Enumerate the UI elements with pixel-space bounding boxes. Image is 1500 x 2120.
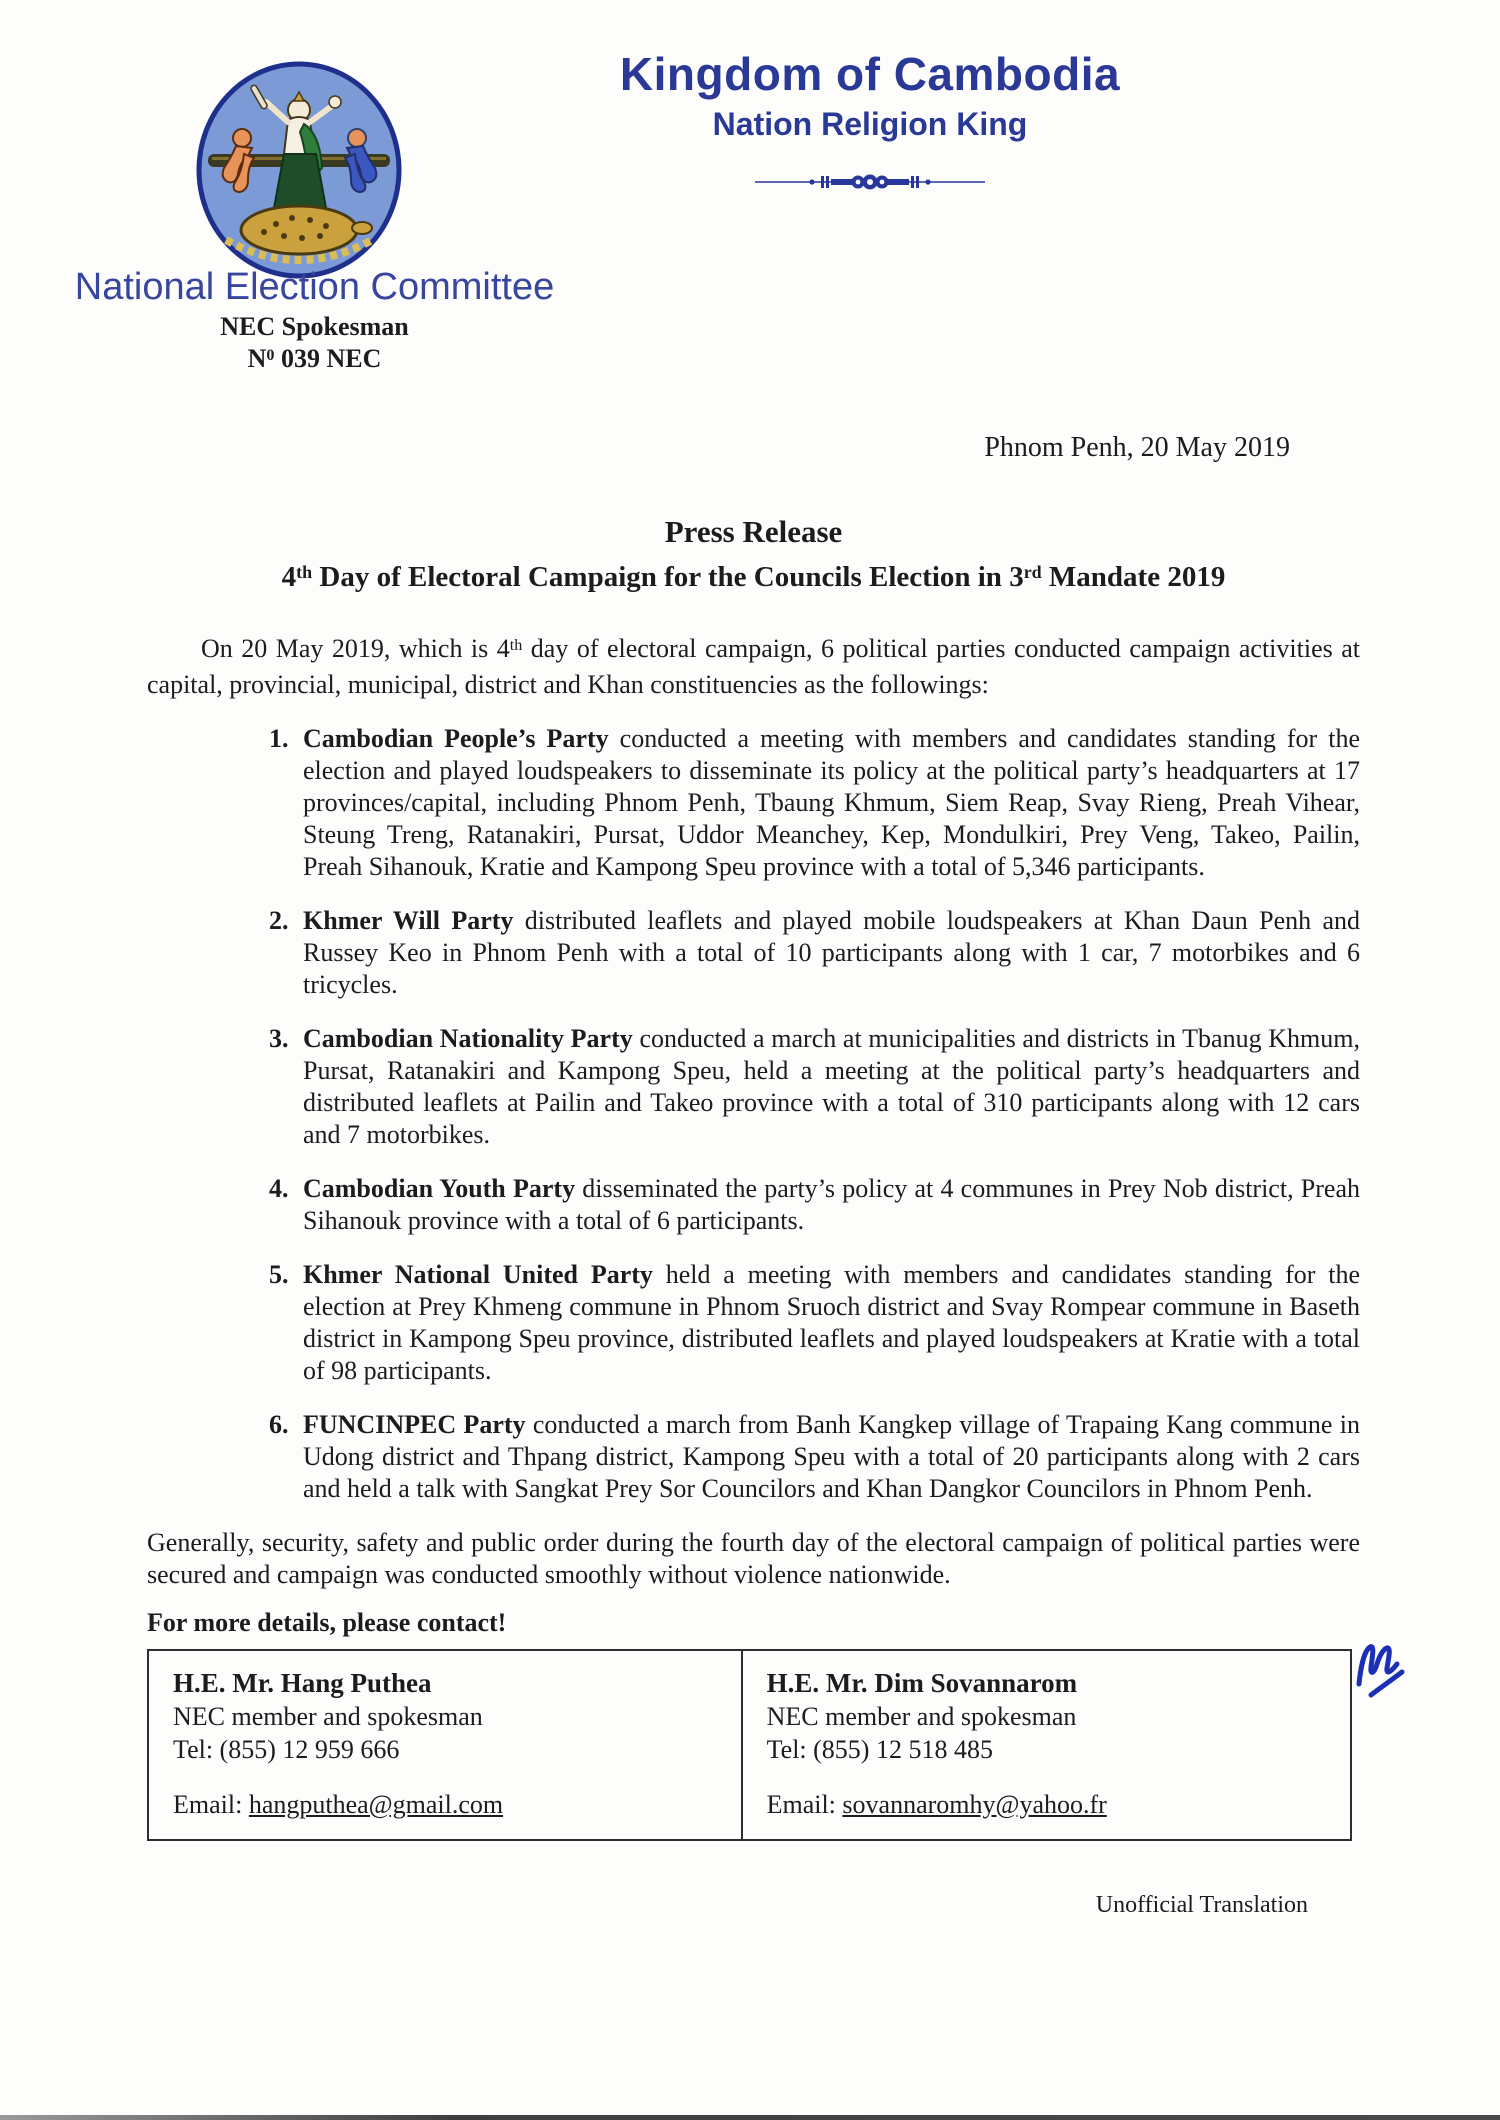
subtitle-part: Day of Electoral Campaign for the Councils Election in 3 <box>312 561 1024 593</box>
email-label: Email: <box>766 1790 843 1819</box>
contact-cell <box>742 1650 1351 1840</box>
motto-title: Nation Religion King <box>712 106 1028 142</box>
divider-ornament <box>560 170 1180 199</box>
list-item <box>147 723 1360 883</box>
contact-heading: For more details, please contact! <box>147 1608 507 1637</box>
contact-role: NEC member and spokesman <box>766 1702 1077 1731</box>
divider-ornament-icon <box>755 170 985 194</box>
scan-edge-artifact <box>0 2115 1500 2120</box>
contact-name: H.E. Mr. Hang Puthea <box>173 1668 432 1698</box>
subtitle-sup: th <box>296 561 313 582</box>
contact-role: NEC member and spokesman <box>173 1702 483 1731</box>
contact-email-row <box>173 1788 717 1821</box>
item-body: conducted a march at municipalities and districts in Tbanug Khmum, Pursat, Ratanakiri and Kampong Speu, held a meeting at the political party’s headquarters and distributed leaflets at Pailin and Takeo province with a total of 310 participants along with 12 cars and 7 motorbikes. <box>303 1024 1361 1149</box>
party-name: Cambodian Youth Party <box>303 1174 576 1203</box>
committee-title: National Election Committee <box>74 266 555 308</box>
item-body: held a meeting with members and candidates standing for the election at Prey Khmeng commune in Phnom Sruoch district and Svay Rompear commune in Baseth district in Kampong Speu province, distributed leaflets and played loudspeakers at Kratie with a total of 98 participants. <box>303 1260 1360 1385</box>
email-link[interactable]: hangputhea@gmail.com <box>248 1790 504 1819</box>
subtitle-part: 4 <box>281 561 297 593</box>
press-release-title: Press Release <box>664 514 843 549</box>
party-name: Cambodian People’s Party <box>303 724 609 753</box>
list-item <box>147 1023 1360 1151</box>
nec-emblem-icon <box>192 58 407 283</box>
list-item <box>147 905 1360 1001</box>
item-number: 5. <box>269 1260 289 1289</box>
email-link[interactable]: sovannaromhy@yahoo.fr <box>842 1790 1107 1819</box>
item-body: conducted a march from Banh Kangkep village of Trapaing Kang commune in Udong district and Thpang district, Kampong Speu with a total of 20 participants along with 2 cars and held a talk with Sangkat Prey Sor Councilors and Khan Dangkor Councilors in Phnom Penh. <box>303 1410 1360 1503</box>
item-body: conducted a meeting with members and candidates standing for the election and played loudspeakers to disseminate its policy at the political party’s headquarters at 17 provinces/capital, including Phnom Penh, Tbaung Khmum, Siem Reap, Svay Rieng, Preah Vihear, Steung Treng, Ratanakiri, Pursat, Uddor Meanchey, Kep, Mondulkiri, Prey Veng, Takeo, Pailin, Preah Sihanouk, Kratie and Kampong Speu province with a total of 5,346 participants. <box>303 724 1360 881</box>
spokesman-line: NEC Spokesman <box>220 312 409 341</box>
item-text <box>303 1259 1360 1387</box>
item-text <box>303 905 1360 1001</box>
item-text <box>303 1023 1360 1151</box>
list-item <box>147 1259 1360 1387</box>
item-number: 2. <box>269 906 289 935</box>
refno-sup: 0 <box>266 346 275 364</box>
intro-part: On 20 May 2019, which is 4 <box>201 634 510 663</box>
contact-cell <box>148 1650 742 1840</box>
list-item <box>147 1409 1360 1505</box>
item-number: 3. <box>269 1024 289 1053</box>
party-name: Khmer Will Party <box>303 906 514 935</box>
contact-name: H.E. Mr. Dim Sovannarom <box>766 1668 1078 1698</box>
closing-paragraph: Generally, security, safety and public order during the fourth day of the electoral campaign of political parties were secured and campaign was conducted smoothly without violence nationwide. <box>147 1528 1360 1589</box>
handwritten-initial-icon <box>1350 1632 1412 1704</box>
kingdom-title: Kingdom of Cambodia <box>619 48 1121 100</box>
subtitle-sup: rd <box>1023 561 1042 582</box>
item-text <box>303 1173 1360 1237</box>
subtitle-part: Mandate 2019 <box>1041 561 1226 593</box>
intro-paragraph <box>147 633 1360 701</box>
reference-number <box>52 343 577 379</box>
document-body <box>147 633 1360 1841</box>
contact-tel: Tel: (855) 12 959 666 <box>173 1735 400 1764</box>
party-name: Khmer National United Party <box>303 1260 653 1289</box>
item-body: distributed leaflets and played mobile loudspeakers at Khan Daun Penh and Russey Keo in Phnom Penh with a total of 10 participants along with 1 car, 7 motorbikes and 6 tricycles. <box>303 906 1360 999</box>
party-name: Cambodian Nationality Party <box>303 1024 633 1053</box>
party-name: FUNCINPEC Party <box>303 1410 526 1439</box>
contact-email-row <box>767 1788 1326 1821</box>
intro-sup: th <box>509 636 523 654</box>
item-number: 6. <box>269 1410 289 1439</box>
contact-tel: Tel: (855) 12 518 485 <box>766 1735 993 1764</box>
email-label: Email: <box>173 1790 249 1819</box>
item-number: 1. <box>269 724 289 753</box>
intro-part: day of electoral campaign, 6 political parties conducted campaign activities at capital, provincial, municipal, district and Khan constituencies as the followings: <box>147 634 1360 699</box>
list-item <box>147 1173 1360 1237</box>
item-text <box>303 1409 1360 1505</box>
ink-initial-mark <box>1350 1632 1412 1704</box>
refno-prefix: N <box>247 344 267 373</box>
contact-table <box>147 1649 1352 1841</box>
refno-rest: 039 NEC <box>274 344 382 373</box>
nec-emblem-logo <box>192 58 407 283</box>
item-body: disseminated the party’s policy at 4 communes in Prey Nob district, Preah Sihanouk province with a total of 6 participants. <box>303 1174 1360 1235</box>
unofficial-translation-note: Unofficial Translation <box>1095 1892 1308 1918</box>
document-subtitle <box>147 559 1360 598</box>
dateline: Phnom Penh, 20 May 2019 <box>984 432 1290 463</box>
item-text <box>303 723 1360 883</box>
item-number: 4. <box>269 1174 289 1203</box>
